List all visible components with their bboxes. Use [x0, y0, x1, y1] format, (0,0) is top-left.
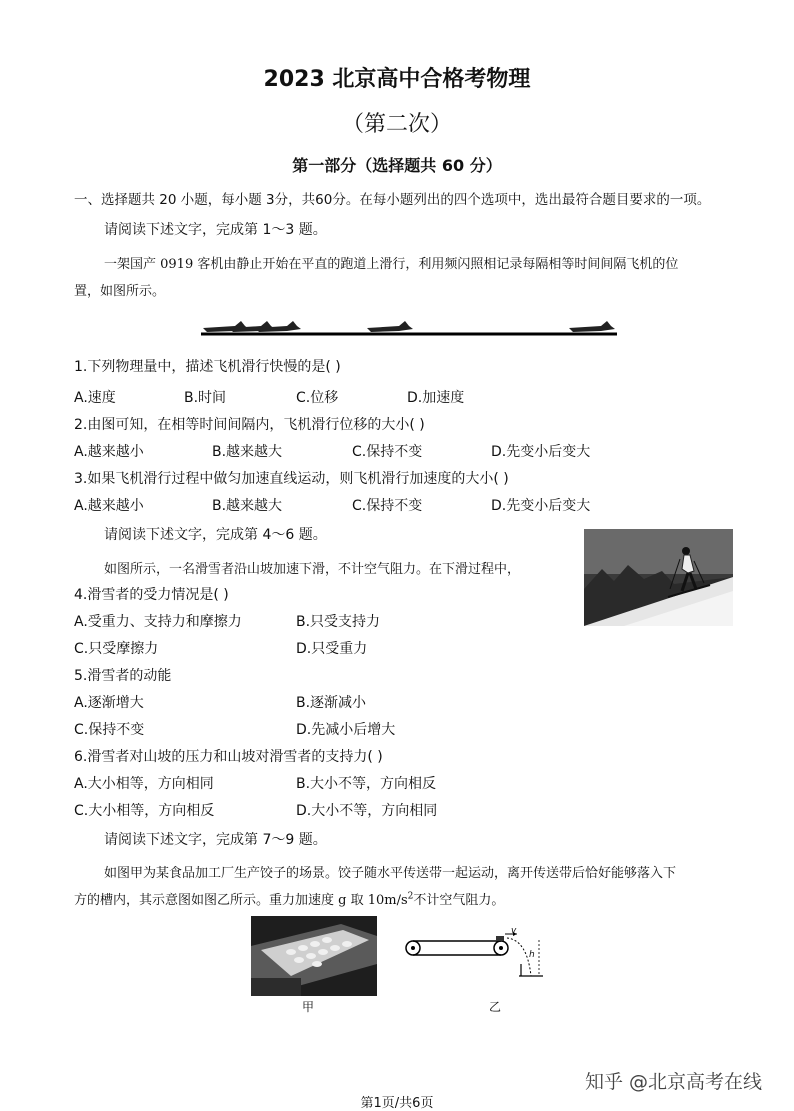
- q6-option-a: A.大小相等，方向相同: [74, 776, 214, 792]
- airplane-strobe-figure: [195, 312, 620, 342]
- q5-option-c: C.保持不变: [74, 722, 145, 738]
- section2-prompt: 请阅读下述文字，完成第 4～6 题。: [104, 527, 327, 543]
- q4-option-b: B.只受支持力: [296, 614, 381, 630]
- section3-passage-line2: 方的槽内，其示意图如图乙所示。重力加速度 g 取 $10m/s^2$不计空气阻力。: [74, 891, 505, 908]
- q3-option-a: A.越来越小: [74, 498, 144, 514]
- page-title: 2023 北京高中合格考物理: [263, 67, 531, 92]
- q5-option-b: B.逐渐减小: [296, 695, 367, 711]
- part-heading: 第一部分（选择题共 60 分）: [292, 156, 502, 175]
- section2-passage: 如图所示，一名滑雪者沿山坡加速下滑，不计空气阻力。在下滑过程中，: [104, 562, 521, 577]
- section3-prompt: 请阅读下述文字，完成第 7～9 题。: [104, 832, 327, 848]
- q1-option-a: A.速度: [74, 390, 116, 406]
- airplane-icon: [367, 321, 413, 332]
- page-number: 第1页/共6页: [360, 1096, 434, 1111]
- q2-option-b: B.越来越大: [212, 444, 283, 460]
- q5-option-d: D.先减小后增大: [296, 722, 396, 738]
- page-subtitle: （第二次）: [341, 112, 452, 137]
- q5-stem: 5.滑雪者的动能: [74, 668, 172, 684]
- q4-stem: 4.滑雪者的受力情况是( ): [74, 587, 229, 603]
- q6-option-b: B.大小不等，方向相反: [296, 776, 437, 792]
- conveyor-diagram: [403, 926, 543, 984]
- q3-option-b: B.越来越大: [212, 498, 283, 514]
- q4-option-d: D.只受重力: [296, 641, 368, 657]
- figure-b-velocity-label: v: [511, 926, 517, 936]
- q3-option-d: D.先变小后变大: [491, 498, 591, 514]
- airplane-icon: [569, 321, 615, 332]
- instructions: 一、选择题共 20 小题，每小题 3分，共60分。在每小题列出的四个选项中，选出最符合题目要求的一项。: [74, 192, 711, 208]
- q1-option-d: D.加速度: [407, 390, 465, 406]
- figure-a-label: 甲: [302, 1000, 315, 1014]
- q1-stem: 1.下列物理量中，描述飞机滑行快慢的是( ): [74, 359, 341, 375]
- q3-stem: 3.如果飞机滑行过程中做匀加速直线运动，则飞机滑行加速度的大小( ): [74, 471, 509, 487]
- section1-prompt: 请阅读下述文字，完成第 1～3 题。: [104, 222, 327, 238]
- q6-stem: 6.滑雪者对山坡的压力和山坡对滑雪者的支持力( ): [74, 749, 383, 765]
- q2-option-d: D.先变小后变大: [491, 444, 591, 460]
- section3-passage-line1: 如图甲为某食品加工厂生产饺子的场景。饺子随水平传送带一起运动，离开传送带后恰好能够落入下: [104, 866, 677, 881]
- q6-option-c: C.大小相等，方向相反: [74, 803, 215, 819]
- dumpling-production-photo: [251, 916, 377, 996]
- skier-photo: [584, 529, 733, 626]
- q2-option-a: A.越来越小: [74, 444, 144, 460]
- q2-option-c: C.保持不变: [352, 444, 423, 460]
- section1-passage-line2: 置，如图所示。: [74, 284, 166, 299]
- q1-option-b: B.时间: [184, 390, 227, 406]
- q4-option-a: A.受重力、支持力和摩擦力: [74, 614, 242, 630]
- figure-b-height-label: h: [529, 950, 535, 960]
- q5-option-a: A.逐渐增大: [74, 695, 144, 711]
- q2-stem: 2.由图可知，在相等时间间隔内，飞机滑行位移的大小( ): [74, 417, 425, 433]
- q3-option-c: C.保持不变: [352, 498, 423, 514]
- figure-b-label: 乙: [489, 1000, 502, 1014]
- section1-passage-line1: 一架国产 0919 客机由静止开始在平直的跑道上滑行，利用频闪照相记录每隔相等时间间隔飞机的位: [104, 257, 679, 272]
- q6-option-d: D.大小不等，方向相同: [296, 803, 438, 819]
- q4-option-c: C.只受摩擦力: [74, 641, 159, 657]
- q1-option-c: C.位移: [296, 390, 339, 406]
- watermark: 知乎 @北京高考在线: [585, 1071, 763, 1093]
